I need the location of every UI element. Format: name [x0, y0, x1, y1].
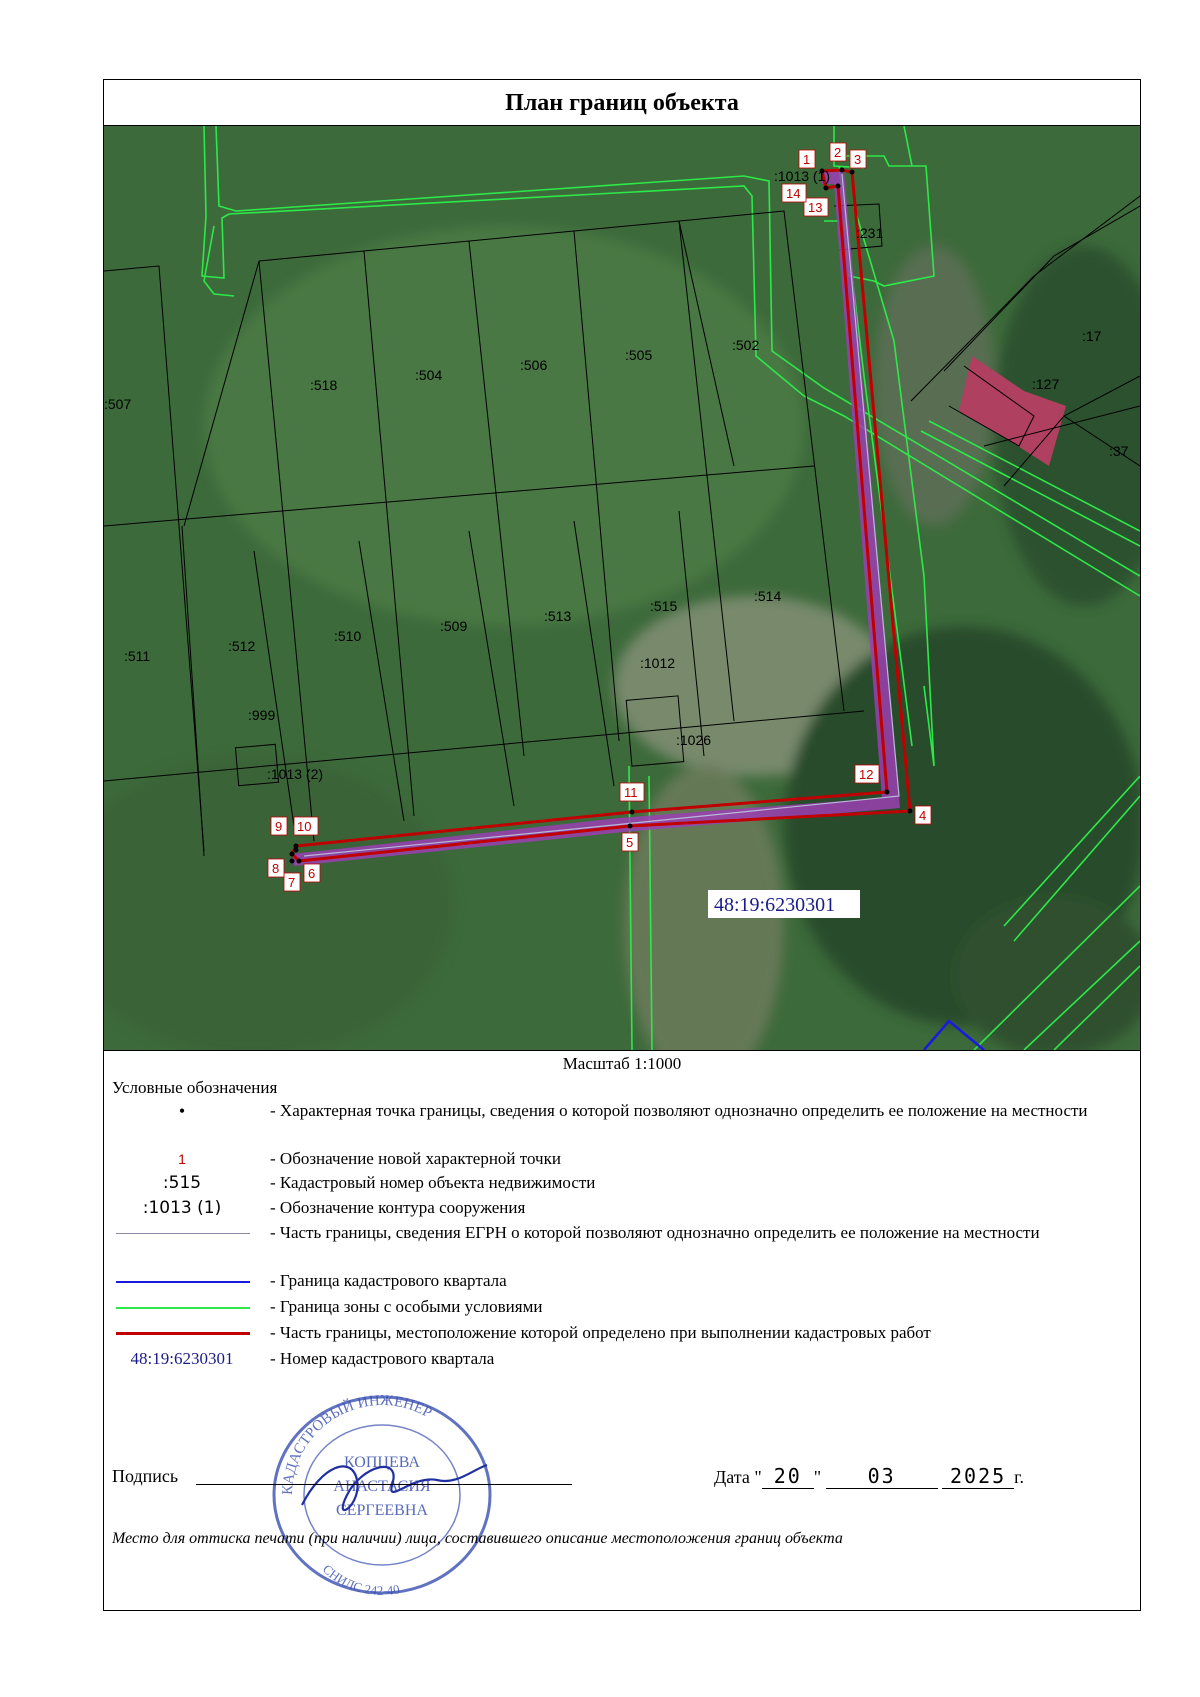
legend-text: - Номер кадастрового квартала [270, 1349, 495, 1368]
stamp-bottom-text: СНИЛС 242-40 [319, 1561, 401, 1595]
legend-item [112, 1148, 1122, 1170]
egrn-line-symbol [116, 1233, 250, 1234]
legend-item [112, 1100, 1122, 1122]
contour-symbol: :1013 (1) [142, 1198, 222, 1218]
map-canvas [104, 126, 1140, 1050]
quarter-number-symbol: 48:19:6230301 [130, 1349, 234, 1368]
quarter-line-symbol [116, 1281, 250, 1283]
page-title: План границ объекта [104, 80, 1140, 126]
legend-text: - Часть границы, местоположение которой определено при выполнении кадастровых работ [270, 1323, 931, 1342]
signature-line [196, 1484, 572, 1485]
legend-text: - Граница зоны с особыми условиями [270, 1297, 543, 1316]
point-label: 1 [803, 152, 811, 167]
stamp-top-text: КАДАСТРОВЫЙ ИНЖЕНЕР [279, 1392, 435, 1496]
legend-item [112, 1270, 1122, 1292]
stamp-note: Место для оттиска печати (при наличии) лица, составившего описание местоположения границ объекта [112, 1530, 843, 1547]
legend-text: - Обозначение новой характерной точки [270, 1149, 561, 1168]
point-label: 2 [834, 145, 842, 160]
point-label: 4 [919, 808, 927, 823]
boundary-line-symbol [116, 1332, 250, 1335]
parcel-label: :511 [124, 648, 151, 664]
point-label: 8 [272, 861, 280, 876]
parcel-label: :17 [1082, 328, 1102, 344]
legend-text: - Граница кадастрового квартала [270, 1271, 507, 1290]
point-label: 14 [786, 186, 801, 201]
parcel-label: :999 [248, 707, 276, 723]
svg-text:СНИЛС 242-40 [320, 1561, 401, 1595]
parcel-label: :504 [415, 367, 443, 383]
date-suffix: г. [1014, 1467, 1024, 1487]
point-label: 10 [297, 819, 312, 834]
point-symbol: • [178, 1101, 186, 1121]
parcel-label: :1012 [640, 655, 676, 671]
map-area [104, 126, 1140, 1051]
signature-label: Подпись [112, 1466, 179, 1486]
point-label: 11 [624, 785, 638, 800]
point-label: 6 [308, 866, 316, 881]
zone-line-symbol [116, 1307, 250, 1309]
document-frame [103, 79, 1141, 1611]
legend-item [112, 1348, 1122, 1370]
parcel-label: :518 [310, 377, 338, 393]
stamp-surname: КОПЦЕВА [344, 1454, 420, 1471]
legend-text: - Характерная точка границы, сведения о которой позволяют однозначно определить ее положение на местности [270, 1101, 1088, 1120]
legend-item [112, 1322, 1122, 1344]
legend-heading: Условные обозначения [112, 1078, 278, 1097]
parcel-label: :502 [732, 337, 760, 353]
point-label: 5 [626, 835, 634, 850]
contour-label: :1013 (2) [267, 766, 324, 782]
stamp-name: АНАСТАСИЯ [333, 1478, 431, 1495]
point-label: 13 [808, 200, 823, 215]
map-scale: Масштаб 1:1000 [562, 1054, 682, 1073]
legend-text: - Кадастровый номер объекта недвижимости [270, 1173, 596, 1192]
point-label: 3 [854, 152, 862, 167]
legend-text: - Часть границы, сведения ЕГРН о которой позволяют однозначно определить ее положение на местности [270, 1223, 1040, 1242]
date-year: 2025 [942, 1464, 1014, 1489]
parcel-label: :507 [104, 396, 132, 412]
legend-item [112, 1197, 1122, 1219]
parcel-label: :515 [650, 598, 678, 614]
parcel-label: :509 [440, 618, 468, 634]
parcel-label: :37 [1109, 443, 1129, 459]
parcel-label: :514 [754, 588, 782, 604]
parcel-label: :506 [520, 357, 548, 373]
point-number-symbol: 1 [178, 1151, 186, 1167]
parcel-label: :512 [228, 638, 256, 654]
parcel-label: :231 [856, 225, 884, 241]
date-day: 20 [762, 1464, 814, 1489]
stamp-seal [262, 1385, 502, 1595]
parcel-label: :127 [1032, 376, 1060, 392]
date-row: Дата " 20 " 03 2025 г. [714, 1464, 1024, 1488]
point-label: 9 [275, 819, 283, 834]
parcel-label: :505 [625, 347, 653, 363]
date-label: Дата [714, 1467, 750, 1487]
date-month: 03 [826, 1464, 938, 1489]
parcel-label: :510 [334, 628, 362, 644]
cadastral-number-symbol: :515 [162, 1173, 202, 1193]
legend-item [112, 1222, 1122, 1244]
stamp-patronymic: СЕРГЕЕВНА [336, 1502, 428, 1519]
legend-item [112, 1296, 1122, 1318]
legend-item [112, 1172, 1122, 1194]
parcel-label: :513 [544, 608, 572, 624]
point-label: 12 [859, 767, 874, 782]
legend-text: - Обозначение контура сооружения [270, 1198, 526, 1217]
parcel-label: :1026 [676, 732, 712, 748]
quarter-number: 48:19:6230301 [714, 894, 836, 916]
point-label: 7 [288, 875, 296, 890]
contour-label: :1013 (1) [774, 168, 831, 184]
